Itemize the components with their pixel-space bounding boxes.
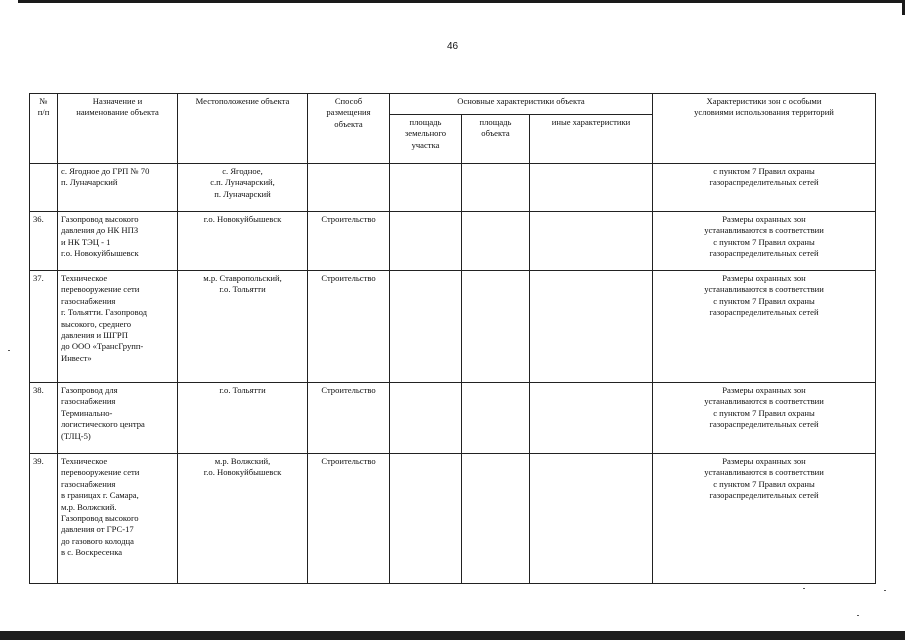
row-other xyxy=(530,383,653,454)
header-other-text: иные характеристики xyxy=(551,117,631,127)
row-method: Строительство xyxy=(308,383,390,454)
scan-speck xyxy=(8,350,10,351)
row-object-name: Газопровод для газоснабжения Терминально- логистического центра (ТЛЦ-5) xyxy=(58,383,178,454)
row-object-area xyxy=(462,271,530,383)
header-characteristics xyxy=(390,94,653,115)
row-num: 39. xyxy=(30,454,58,584)
header-location-text: Местоположение объекта xyxy=(195,96,290,106)
row-method xyxy=(308,164,390,212)
row-location: с. Ягодное, с.п. Луначарский, п. Луначарский xyxy=(178,164,308,212)
row-object-area xyxy=(462,212,530,271)
row-num xyxy=(30,164,58,212)
header-other xyxy=(530,115,653,164)
scan-speck xyxy=(857,615,859,616)
header-zones-text: Характеристики зон с особыми условиями использования территорий xyxy=(694,96,834,118)
row-zones: Размеры охранных зон устанавливаются в соответствии с пунктом 7 Правил охраны газораспределительных сетей xyxy=(653,271,876,383)
scan-speck xyxy=(884,590,886,591)
page-number: 46 xyxy=(446,41,459,52)
table-row xyxy=(30,164,876,212)
row-land-area xyxy=(390,383,462,454)
row-land-area xyxy=(390,164,462,212)
table-row xyxy=(30,383,876,454)
row-zones: Размеры охранных зон устанавливаются в соответствии с пунктом 7 Правил охраны газораспределительных сетей xyxy=(653,212,876,271)
scan-edge-bottom xyxy=(0,631,905,640)
objects-table xyxy=(29,93,876,584)
row-other xyxy=(530,212,653,271)
row-other xyxy=(530,271,653,383)
header-land-area-text: площадь земельного участка xyxy=(404,117,447,150)
row-object-area xyxy=(462,454,530,584)
row-location: м.р. Волжский, г.о. Новокуйбышевск xyxy=(178,454,308,584)
table-row xyxy=(30,212,876,271)
header-characteristics-text: Основные характеристики объекта xyxy=(457,96,585,106)
row-location: м.р. Ставропольский, г.о. Тольятти xyxy=(178,271,308,383)
table-row xyxy=(30,454,876,584)
header-object-area xyxy=(462,115,530,164)
row-method: Строительство xyxy=(308,212,390,271)
row-other xyxy=(530,454,653,584)
header-num xyxy=(30,94,58,164)
header-num-text: № п/п xyxy=(37,96,50,118)
header-object-area-text: площадь объекта xyxy=(479,117,512,139)
header-land-area xyxy=(390,115,462,164)
row-num: 36. xyxy=(30,212,58,271)
row-zones: Размеры охранных зон устанавливаются в соответствии с пунктом 7 Правил охраны газораспределительных сетей xyxy=(653,383,876,454)
header-method-text: Способ размещения объекта xyxy=(326,96,371,129)
header-location xyxy=(178,94,308,164)
scan-edge-top xyxy=(18,0,905,3)
row-method: Строительство xyxy=(308,454,390,584)
row-other xyxy=(530,164,653,212)
row-object-name: Газопровод высокого давления до НК НПЗ и НК ТЭЦ - 1 г.о. Новокуйбышевск xyxy=(58,212,178,271)
row-land-area xyxy=(390,212,462,271)
row-location: г.о. Тольятти xyxy=(178,383,308,454)
header-method xyxy=(308,94,390,164)
row-num: 38. xyxy=(30,383,58,454)
row-zones: Размеры охранных зон устанавливаются в соответствии с пунктом 7 Правил охраны газораспределительных сетей xyxy=(653,454,876,584)
row-object-area xyxy=(462,383,530,454)
row-object-name: Техническое перевооружение сети газоснабжения г. Тольятти. Газопровод высокого, среднего давления и ШГРП до ООО «ТрансГрупп- Инвест» xyxy=(58,271,178,383)
scan-speck xyxy=(803,588,805,589)
row-object-name: Техническое перевооружение сети газоснабжения в границах г. Самара, м.р. Волжский. Газопровод высокого давления от ГРС-17 до газового колодца в с. Воскресенка xyxy=(58,454,178,584)
row-num: 37. xyxy=(30,271,58,383)
row-method: Строительство xyxy=(308,271,390,383)
row-object-area xyxy=(462,164,530,212)
row-object-name: с. Ягодное до ГРП № 70 п. Луначарский xyxy=(58,164,178,212)
row-location: г.о. Новокуйбышевск xyxy=(178,212,308,271)
header-name xyxy=(58,94,178,164)
header-zones xyxy=(653,94,876,164)
row-land-area xyxy=(390,454,462,584)
row-land-area xyxy=(390,271,462,383)
table-row xyxy=(30,271,876,383)
row-zones: с пунктом 7 Правил охраны газораспределительных сетей xyxy=(653,164,876,212)
header-name-text: Назначение и наименование объекта xyxy=(76,96,159,118)
